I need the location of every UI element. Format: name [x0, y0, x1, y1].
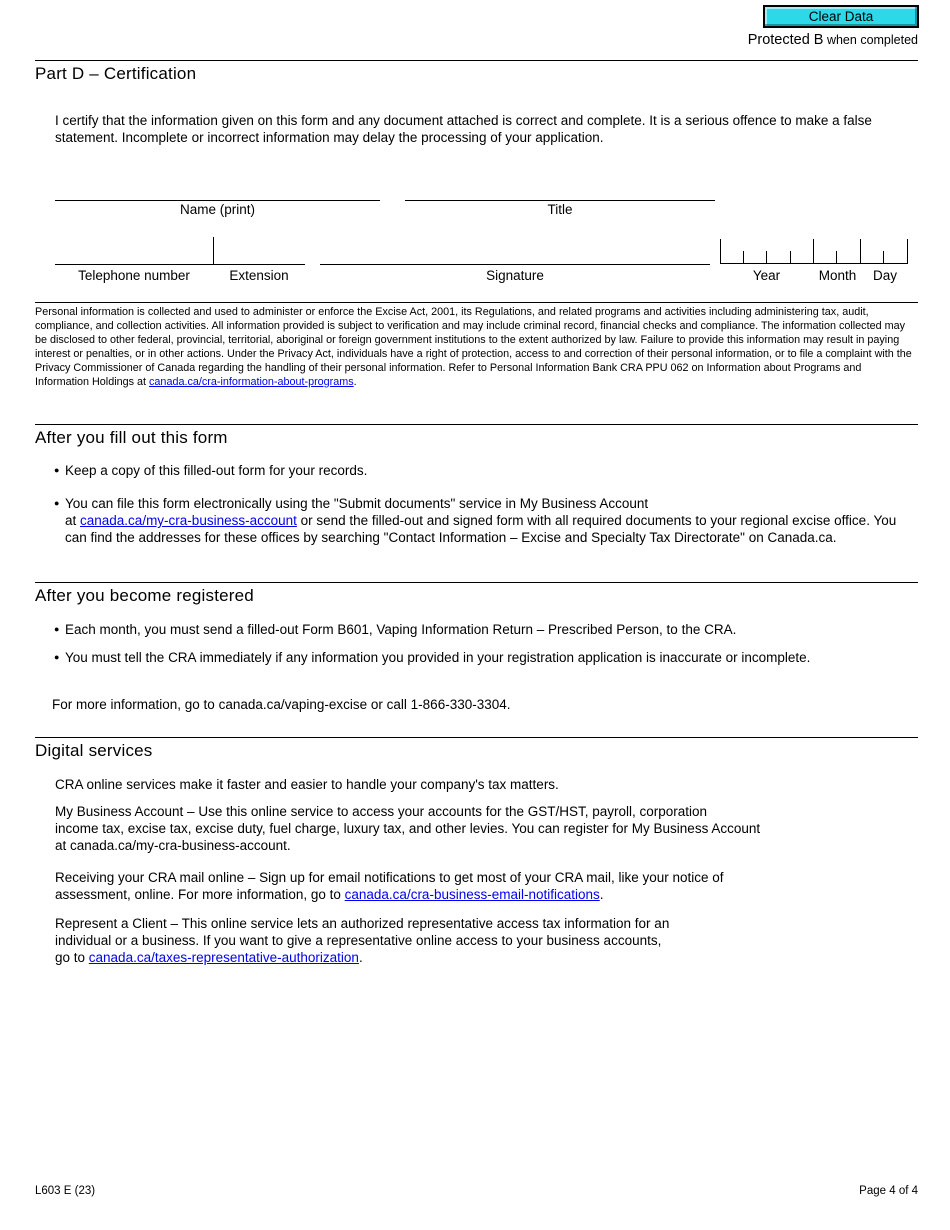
month-field-label: Month [818, 268, 857, 283]
mba-line2: income tax, excise tax, excise duty, fuel charge, luxury tax, and other levies. You can register for My Business Account [55, 821, 761, 836]
signature-input-line[interactable] [320, 264, 710, 265]
date-tick [860, 239, 861, 263]
date-tick [813, 239, 814, 263]
telephone-input-line[interactable] [55, 264, 305, 265]
digital-services-intro: CRA online services make it faster and easier to handle your company's tax matters. [55, 777, 559, 792]
privacy-divider [35, 302, 918, 303]
date-tick [836, 251, 837, 263]
bullet-icon: ● [54, 465, 60, 475]
part-d-heading: Part D – Certification [35, 64, 197, 83]
represent-a-client-paragraph [55, 915, 935, 966]
title-input-line[interactable] [405, 200, 715, 201]
after-fill-bullets [52, 462, 918, 557]
after-registered-bullets [52, 621, 918, 677]
representative-authorization-link[interactable]: canada.ca/taxes-representative-authorization [88, 950, 359, 965]
email-notifications-link[interactable]: canada.ca/cra-business-email-notifications [344, 887, 600, 902]
cra-mail-online-paragraph [55, 869, 935, 903]
section-divider [35, 737, 918, 738]
mail-line1: Receiving your CRA mail online – Sign up for email notifications to get most of your CRA mail, like your notice of [55, 870, 724, 885]
after-fill-bullet1: Keep a copy of this filled-out form for your records. [65, 463, 368, 478]
form-number: L603 E (23) [35, 1185, 96, 1197]
mail-line2-prefix: assessment, online. For more information, go to [55, 887, 345, 902]
rac-line1: Represent a Client – This online service lets an authorized representative access tax information for an [55, 916, 670, 931]
protected-b-suffix: when completed [823, 33, 918, 47]
name-input-line[interactable] [55, 200, 380, 201]
list-item [52, 462, 918, 479]
my-business-account-paragraph [55, 803, 935, 854]
bullet-icon: ● [54, 624, 60, 634]
privacy-text-end: . [353, 375, 357, 388]
bullet-icon: ● [54, 498, 60, 508]
bullet2-line2-prefix: at [65, 513, 81, 528]
list-item [52, 649, 918, 666]
after-registered-bullet2: You must tell the CRA immediately if any information you provided in your registration application is inaccurate or incomplete. [65, 650, 811, 665]
certification-statement: I certify that the information given on this form and any document attached is correct and complete. It is a serious offence to make a false statement. Incomplete or incorrect information may delay the processing of your application. [55, 113, 872, 145]
bullet-icon: ● [54, 652, 60, 662]
protected-b-label [748, 31, 918, 49]
title-field-label: Title [547, 202, 573, 217]
rac-line3-suffix: . [358, 950, 363, 965]
name-field-label: Name (print) [179, 202, 255, 217]
after-fill-bullet2 [65, 495, 918, 546]
after-registered-heading: After you become registered [35, 586, 254, 605]
after-registered-bullet1: Each month, you must send a filled-out Form B601, Vaping Information Return – Prescribed Person, to the CRA. [65, 622, 737, 637]
privacy-notice [35, 306, 918, 389]
mba-line3: at canada.ca/my-cra-business-account. [55, 838, 291, 853]
my-business-account-link[interactable]: canada.ca/my-cra-business-account [80, 513, 297, 528]
date-input-comb[interactable] [720, 240, 908, 264]
after-fill-heading: After you fill out this form [35, 428, 228, 447]
privacy-programs-link[interactable]: canada.ca/cra-information-about-programs [149, 375, 354, 388]
bullet2-line1: You can file this form electronically using the "Submit documents" service in My Business Account [65, 496, 649, 511]
privacy-text: Personal information is collected and used to administer or enforce the Excise Act, 2001, its Regulations, and related programs and activities including administering tax, audit, compliance, and collection activities. All information provided is subject to verification and may include criminal record, financial checks and compliance. The information collected may be disclosed to other federal, provincial, territorial, aboriginal or foreign government institutions to the extent authorized by law. Failure to provide this information may result in paying interest or penalties, or in other actions. Under the Privacy Act, individuals have a right of protection, access to and correction of their personal information, or to file a complaint with the Privacy Commissioner of Canada regarding the handling of their personal information. Refer to Personal Information Bank CRA PPU 062 on Information about Programs and Information Holdings at [35, 306, 912, 388]
telephone-field-label: Telephone number [78, 268, 190, 283]
list-item [52, 621, 918, 638]
digital-services-heading: Digital services [35, 741, 153, 760]
year-field-label: Year [752, 268, 781, 283]
mba-line1: My Business Account – Use this online service to access your accounts for the GST/HST, payroll, corporation [55, 804, 708, 819]
date-tick [790, 251, 791, 263]
date-tick [720, 239, 721, 263]
day-field-label: Day [872, 268, 897, 283]
list-item [52, 495, 918, 546]
protected-b-text: Protected B [747, 32, 824, 48]
more-info-text: For more information, go to canada.ca/vaping-excise or call 1-866-330-3304. [52, 697, 511, 712]
page-number: Page 4 of 4 [859, 1185, 918, 1197]
section-divider [35, 60, 918, 61]
section-divider [35, 582, 918, 583]
date-tick [907, 239, 908, 263]
mail-line2-suffix: . [599, 887, 604, 902]
rac-line2: individual or a business. If you want to give a representative online access to your business accounts, [55, 933, 662, 948]
telephone-extension-divider [213, 237, 214, 264]
clear-data-button[interactable]: Clear Data [763, 5, 919, 28]
date-tick [883, 251, 884, 263]
date-tick [766, 251, 767, 263]
section-divider [35, 424, 918, 425]
date-tick [743, 251, 744, 263]
signature-field-label: Signature [486, 268, 544, 283]
extension-field-label: Extension [229, 268, 289, 283]
rac-line3-prefix: go to [55, 950, 89, 965]
bullet2-line2-suffix: or send the filled-out and signed form with all required documents to your regional excise office. You can find the addresses for these offices by searching "Contact Information – Excise and Specialty Tax Directorate" on Canada.ca. [65, 513, 897, 545]
